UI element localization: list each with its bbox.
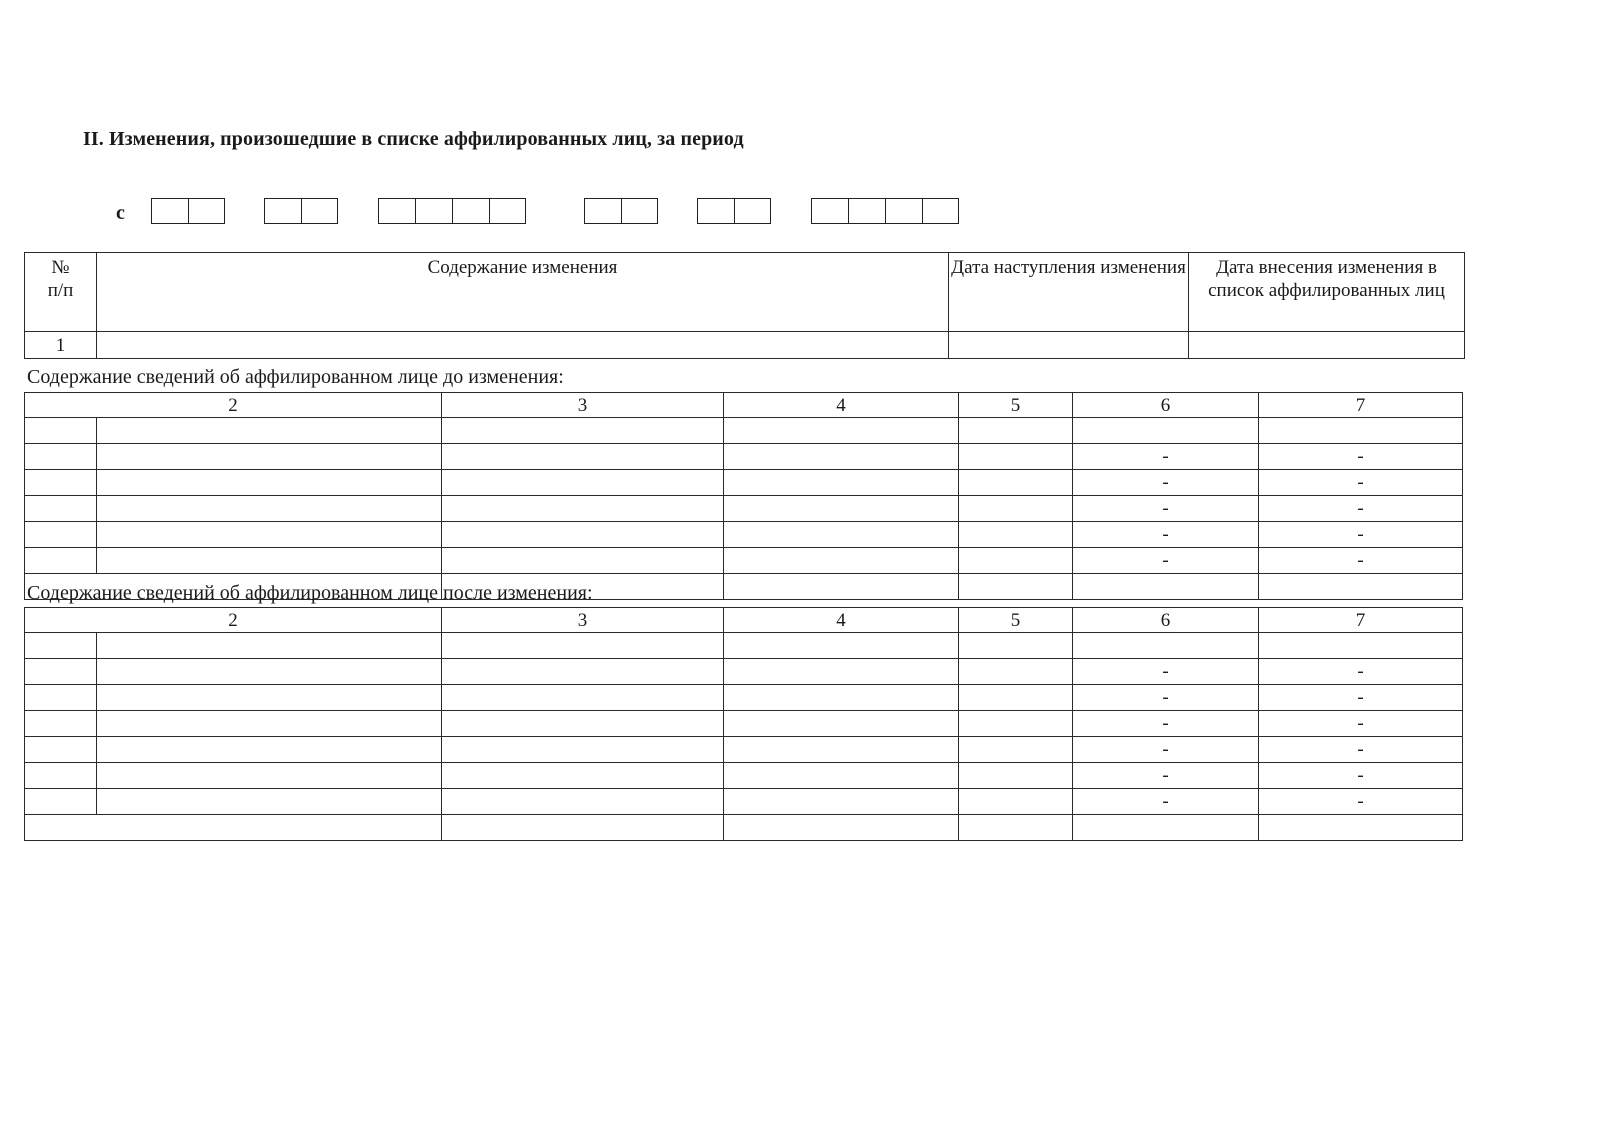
dash-cell[interactable]: - xyxy=(1073,763,1259,789)
table-cell[interactable] xyxy=(442,444,724,470)
period-digit-box[interactable] xyxy=(584,198,621,224)
table-cell[interactable] xyxy=(442,815,724,841)
table-cell[interactable] xyxy=(25,470,97,496)
period-date-group xyxy=(378,198,526,226)
table-cell[interactable] xyxy=(724,711,959,737)
table-cell[interactable] xyxy=(442,763,724,789)
table-cell[interactable] xyxy=(25,737,97,763)
table-cell[interactable] xyxy=(25,711,97,737)
table-cell[interactable] xyxy=(1073,574,1259,600)
table-cell[interactable] xyxy=(724,659,959,685)
table-cell[interactable] xyxy=(25,789,97,815)
period-digit-box[interactable] xyxy=(489,198,526,224)
column-number-header: 4 xyxy=(724,393,959,418)
before-change-label: Содержание сведений об аффилированном лице до изменения: xyxy=(27,366,564,388)
column-number-header: 3 xyxy=(442,393,724,418)
col-number-header: № п/п xyxy=(25,253,97,332)
table-cell[interactable] xyxy=(959,789,1073,815)
dash-cell[interactable]: - xyxy=(1259,522,1463,548)
column-number-header: 5 xyxy=(959,608,1073,633)
dash-cell[interactable]: - xyxy=(1259,496,1463,522)
changes-table-row xyxy=(25,332,1465,359)
table-row xyxy=(25,418,1463,444)
section-title: II. Изменения, произошедшие в списке аффилированных лиц, за период xyxy=(83,128,744,150)
table-cell[interactable] xyxy=(442,522,724,548)
table-cell[interactable] xyxy=(442,685,724,711)
row-number: 1 xyxy=(25,332,97,359)
table-cell[interactable] xyxy=(442,789,724,815)
table-cell[interactable] xyxy=(97,522,442,548)
column-number-header: 5 xyxy=(959,393,1073,418)
col-content-header: Содержание изменения xyxy=(97,253,949,332)
column-number-header: 2 xyxy=(25,608,442,633)
table-cell[interactable] xyxy=(724,470,959,496)
table-cell[interactable] xyxy=(442,548,724,574)
table-cell[interactable] xyxy=(97,418,442,444)
table-cell[interactable] xyxy=(724,737,959,763)
table-row xyxy=(25,763,1463,789)
period-digit-box[interactable] xyxy=(697,198,734,224)
table-cell[interactable] xyxy=(97,789,442,815)
period-date-group xyxy=(584,198,658,226)
table-cell[interactable] xyxy=(724,633,959,659)
table-cell[interactable] xyxy=(959,815,1073,841)
column-number-header: 7 xyxy=(1259,608,1463,633)
table-cell[interactable] xyxy=(25,522,97,548)
dash-cell[interactable]: - xyxy=(1259,548,1463,574)
dash-cell[interactable]: - xyxy=(1073,711,1259,737)
table-cell[interactable] xyxy=(25,444,97,470)
dash-cell[interactable]: - xyxy=(1073,522,1259,548)
table-cell[interactable] xyxy=(442,737,724,763)
dash-cell[interactable]: - xyxy=(1259,685,1463,711)
after-change-table xyxy=(24,607,1463,841)
table-cell[interactable] xyxy=(724,574,959,600)
column-number-header: 4 xyxy=(724,608,959,633)
table-cell[interactable] xyxy=(442,496,724,522)
period-date-group xyxy=(811,198,959,226)
table-cell[interactable] xyxy=(97,685,442,711)
period-digit-box[interactable] xyxy=(378,198,415,224)
dash-cell[interactable]: - xyxy=(1259,659,1463,685)
period-date-group xyxy=(151,198,225,226)
table-row xyxy=(25,522,1463,548)
dash-cell[interactable]: - xyxy=(1073,548,1259,574)
table-cell[interactable] xyxy=(1259,815,1463,841)
period-digit-box[interactable] xyxy=(621,198,658,224)
col-date-entry-header: Дата внесения изменения в список аффилированных лиц xyxy=(1189,253,1465,332)
table-row xyxy=(25,548,1463,574)
period-digit-box[interactable] xyxy=(885,198,922,224)
period-digit-box[interactable] xyxy=(188,198,225,224)
column-number-header: 2 xyxy=(25,393,442,418)
table-cell[interactable] xyxy=(97,711,442,737)
table-cell[interactable] xyxy=(959,444,1073,470)
table-cell[interactable] xyxy=(724,789,959,815)
dash-cell[interactable]: - xyxy=(1073,737,1259,763)
table-cell[interactable] xyxy=(97,470,442,496)
table-cell[interactable] xyxy=(959,737,1073,763)
content-cell[interactable] xyxy=(97,332,949,359)
table-cell[interactable] xyxy=(25,659,97,685)
table-cell[interactable] xyxy=(97,763,442,789)
table-cell[interactable] xyxy=(25,685,97,711)
table-cell[interactable] xyxy=(1073,815,1259,841)
period-digit-box[interactable] xyxy=(415,198,452,224)
table-cell[interactable] xyxy=(724,496,959,522)
changes-table xyxy=(24,252,1465,359)
column-number-header: 7 xyxy=(1259,393,1463,418)
table-cell[interactable] xyxy=(959,633,1073,659)
table-row xyxy=(25,659,1463,685)
table-row xyxy=(25,685,1463,711)
table-cell[interactable] xyxy=(25,548,97,574)
period-date-group xyxy=(697,198,771,226)
table-row xyxy=(25,737,1463,763)
table-cell[interactable] xyxy=(1073,418,1259,444)
table-cell[interactable] xyxy=(25,633,97,659)
table-row xyxy=(25,496,1463,522)
period-digit-box[interactable] xyxy=(452,198,489,224)
table-cell[interactable] xyxy=(724,418,959,444)
dash-cell[interactable]: - xyxy=(1073,659,1259,685)
before-change-table xyxy=(24,392,1463,600)
table-cell[interactable] xyxy=(959,522,1073,548)
changes-table-header xyxy=(25,253,1465,332)
table-cell[interactable] xyxy=(724,815,959,841)
table-cell[interactable] xyxy=(1073,633,1259,659)
dash-cell[interactable]: - xyxy=(1259,789,1463,815)
column-number-header: 6 xyxy=(1073,608,1259,633)
period-prefix-label: с xyxy=(116,202,125,224)
date-entry-cell[interactable] xyxy=(1189,332,1465,359)
dash-cell[interactable]: - xyxy=(1073,470,1259,496)
table-cell[interactable] xyxy=(1259,574,1463,600)
dash-cell[interactable]: - xyxy=(1259,470,1463,496)
table-cell[interactable] xyxy=(959,496,1073,522)
table-cell[interactable] xyxy=(442,659,724,685)
table-cell[interactable] xyxy=(97,548,442,574)
table-cell[interactable] xyxy=(442,470,724,496)
dash-cell[interactable]: - xyxy=(1073,789,1259,815)
table-cell[interactable] xyxy=(1259,418,1463,444)
table-cell[interactable] xyxy=(442,418,724,444)
table-cell[interactable] xyxy=(25,815,442,841)
table-cell[interactable] xyxy=(97,633,442,659)
table-cell[interactable] xyxy=(959,763,1073,789)
period-digit-box[interactable] xyxy=(922,198,959,224)
table-row xyxy=(25,633,1463,659)
dash-cell[interactable]: - xyxy=(1259,763,1463,789)
dash-cell[interactable]: - xyxy=(1259,711,1463,737)
table-cell[interactable] xyxy=(97,496,442,522)
period-digit-box[interactable] xyxy=(151,198,188,224)
table-cell[interactable] xyxy=(25,763,97,789)
table-cell[interactable] xyxy=(25,496,97,522)
date-occur-cell[interactable] xyxy=(949,332,1189,359)
after-change-label: Содержание сведений об аффилированном лице после изменения: xyxy=(27,582,593,604)
table-cell[interactable] xyxy=(442,633,724,659)
period-date-group xyxy=(264,198,338,226)
dash-cell[interactable]: - xyxy=(1073,685,1259,711)
table-cell[interactable] xyxy=(724,522,959,548)
column-number-header: 6 xyxy=(1073,393,1259,418)
dash-cell[interactable]: - xyxy=(1073,444,1259,470)
dash-cell[interactable]: - xyxy=(1259,737,1463,763)
period-digit-box[interactable] xyxy=(811,198,848,224)
table-cell[interactable] xyxy=(959,418,1073,444)
table-cell[interactable] xyxy=(724,444,959,470)
column-number-header: 3 xyxy=(442,608,724,633)
table-cell[interactable] xyxy=(724,548,959,574)
column-number-row xyxy=(25,393,1463,418)
table-cell[interactable] xyxy=(959,711,1073,737)
table-cell[interactable] xyxy=(442,711,724,737)
period-digit-box[interactable] xyxy=(264,198,301,224)
table-row xyxy=(25,444,1463,470)
table-cell[interactable] xyxy=(959,470,1073,496)
table-cell[interactable] xyxy=(724,763,959,789)
table-row xyxy=(25,815,1463,841)
table-cell[interactable] xyxy=(959,574,1073,600)
table-cell[interactable] xyxy=(97,659,442,685)
table-cell[interactable] xyxy=(959,548,1073,574)
table-cell[interactable] xyxy=(1259,633,1463,659)
table-cell[interactable] xyxy=(724,685,959,711)
period-digit-box[interactable] xyxy=(301,198,338,224)
table-cell[interactable] xyxy=(959,659,1073,685)
dash-cell[interactable]: - xyxy=(1073,496,1259,522)
col-date-occur-header: Дата наступления изменения xyxy=(949,253,1189,332)
table-row xyxy=(25,470,1463,496)
table-cell[interactable] xyxy=(97,737,442,763)
column-number-row xyxy=(25,608,1463,633)
table-cell[interactable] xyxy=(25,418,97,444)
table-row xyxy=(25,789,1463,815)
table-row xyxy=(25,711,1463,737)
table-cell[interactable] xyxy=(959,685,1073,711)
period-digit-box[interactable] xyxy=(734,198,771,224)
period-digit-box[interactable] xyxy=(848,198,885,224)
dash-cell[interactable]: - xyxy=(1259,444,1463,470)
table-cell[interactable] xyxy=(97,444,442,470)
